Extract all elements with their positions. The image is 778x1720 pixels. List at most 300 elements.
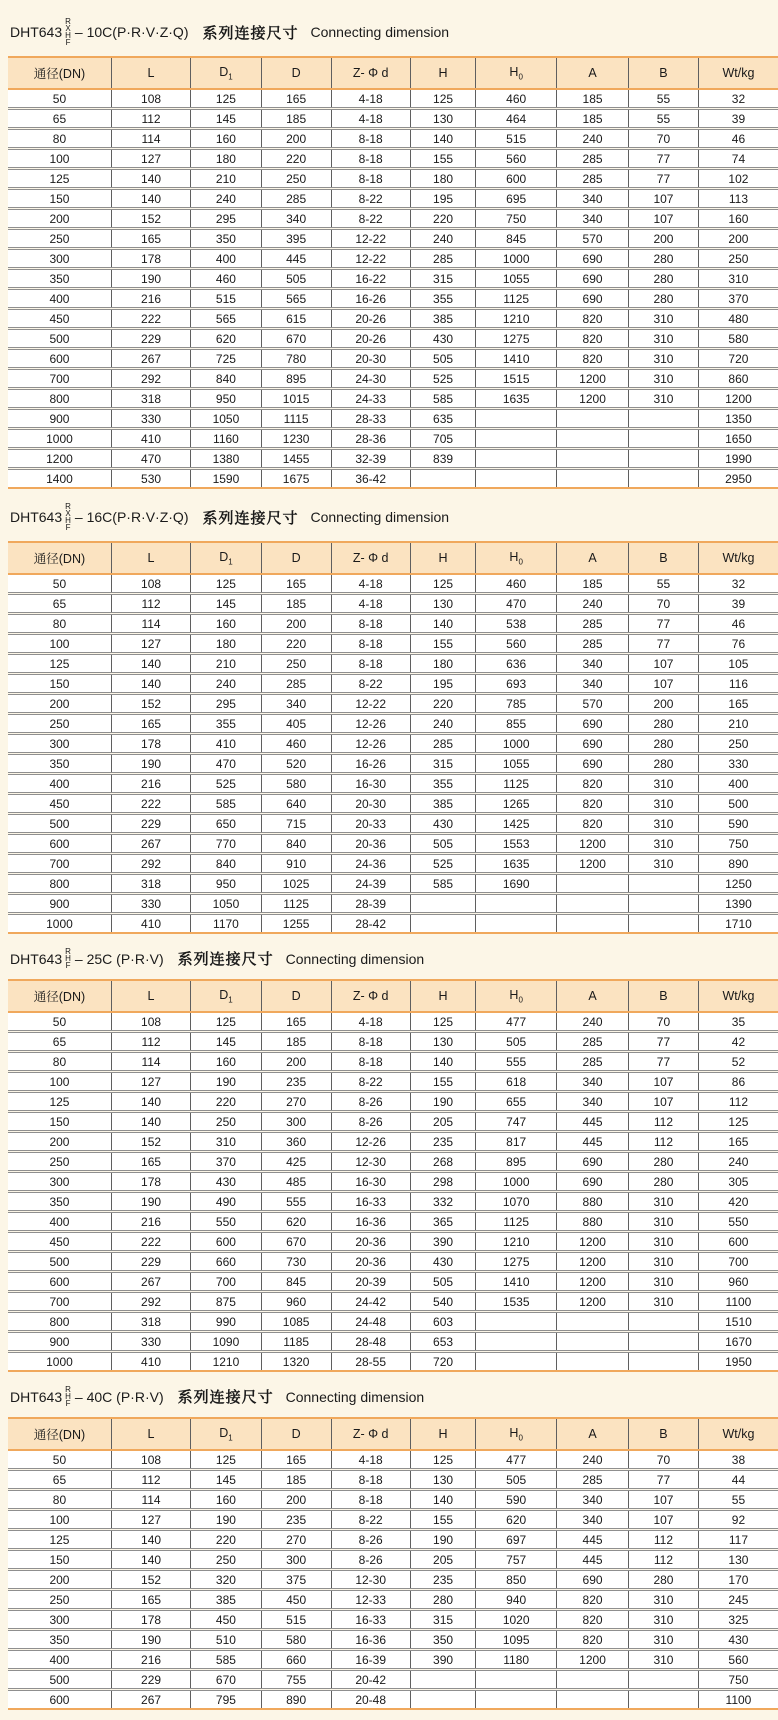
table-cell: 1510 [698, 1312, 778, 1332]
table-cell: 600 [698, 1232, 778, 1252]
table-row [8, 894, 778, 914]
table-cell: 635 [410, 409, 476, 429]
table-cell: 195 [410, 189, 476, 209]
table-cell: 895 [476, 1152, 557, 1172]
table-cell: 490 [191, 1192, 262, 1212]
table-cell: 216 [111, 774, 190, 794]
table-cell: 450 [8, 794, 111, 814]
table-cell: 470 [191, 754, 262, 774]
table-cell: 500 [8, 329, 111, 349]
table-cell: 400 [8, 1212, 111, 1232]
table-cell: 12-22 [331, 229, 410, 249]
table-cell: 1000 [8, 1352, 111, 1372]
table-cell: 125 [8, 1530, 111, 1550]
table-cell: 580 [261, 774, 331, 794]
table-cell: 855 [476, 714, 557, 734]
table-cell: 820 [557, 1590, 629, 1610]
table-cell: 220 [261, 149, 331, 169]
table-cell: 216 [111, 1650, 190, 1670]
table-cell: 1160 [191, 429, 262, 449]
table-cell: 235 [410, 1132, 476, 1152]
table-cell: 80 [8, 1052, 111, 1072]
table-cell: 990 [191, 1312, 262, 1332]
table-cell: 820 [557, 1610, 629, 1630]
table-cell: 190 [111, 1192, 190, 1212]
table-cell: 125 [191, 574, 262, 594]
table-cell: 127 [111, 1072, 190, 1092]
table-cell: 310 [629, 1272, 699, 1292]
table-cell: 107 [629, 189, 699, 209]
table-cell: 107 [629, 654, 699, 674]
table-cell: 650 [191, 814, 262, 834]
table-cell: 355 [410, 774, 476, 794]
table-cell: 112 [111, 1470, 190, 1490]
table-cell: 690 [557, 249, 629, 269]
table-cell: 310 [629, 369, 699, 389]
column-header: L [111, 1418, 190, 1450]
table-cell: 1200 [557, 389, 629, 409]
table-cell: 28-33 [331, 409, 410, 429]
table-cell: 820 [557, 814, 629, 834]
table-cell: 840 [191, 854, 262, 874]
variant-letter: R [65, 502, 71, 511]
table-cell: 8-18 [331, 614, 410, 634]
table-cell: 370 [191, 1152, 262, 1172]
table-cell: 603 [410, 1312, 476, 1332]
table-cell: 285 [261, 189, 331, 209]
table-cell: 1200 [557, 369, 629, 389]
table-cell: 280 [410, 1590, 476, 1610]
table-cell: 1125 [476, 774, 557, 794]
table-cell: 585 [191, 1650, 262, 1670]
table-cell: 240 [557, 1450, 629, 1470]
table-cell: 220 [191, 1530, 262, 1550]
table-cell: 222 [111, 1232, 190, 1252]
table-cell: 267 [111, 349, 190, 369]
table-cell: 145 [191, 594, 262, 614]
title-english: Connecting dimension [285, 950, 425, 967]
model-code: DHT643 [10, 509, 63, 525]
table-cell: 580 [261, 1630, 331, 1650]
table-cell: 292 [111, 1292, 190, 1312]
table-cell: 190 [111, 269, 190, 289]
table-cell: 112 [698, 1092, 778, 1112]
table-cell: 310 [629, 1212, 699, 1232]
table-cell: 107 [629, 1490, 699, 1510]
column-header: B [629, 57, 699, 89]
table-cell: 205 [410, 1550, 476, 1570]
table-cell: 310 [629, 349, 699, 369]
table-cell: 350 [8, 269, 111, 289]
table-cell: 300 [8, 1610, 111, 1630]
model-variant-stack [65, 18, 71, 46]
table-cell: 8-18 [331, 654, 410, 674]
table-cell: 24-48 [331, 1312, 410, 1332]
table-cell: 900 [8, 1332, 111, 1352]
table-cell: 505 [261, 269, 331, 289]
table-cell: 350 [8, 754, 111, 774]
table-cell: 875 [191, 1292, 262, 1312]
table-cell: 155 [410, 1510, 476, 1530]
variant-letter: H [65, 1392, 71, 1401]
table-cell: 590 [476, 1490, 557, 1510]
table-cell: 340 [557, 189, 629, 209]
table-cell: 20-48 [331, 1690, 410, 1710]
table-cell: 615 [261, 309, 331, 329]
table-cell [629, 409, 699, 429]
table-cell: 330 [111, 1332, 190, 1352]
table-cell: 295 [191, 694, 262, 714]
table-cell: 80 [8, 614, 111, 634]
table-cell: 1210 [476, 309, 557, 329]
table-cell: 125 [8, 654, 111, 674]
table-cell: 1275 [476, 329, 557, 349]
table-cell: 477 [476, 1012, 557, 1032]
table-cell: 720 [698, 349, 778, 369]
table-cell: 340 [261, 694, 331, 714]
table-cell: 229 [111, 329, 190, 349]
table-cell: 310 [629, 834, 699, 854]
table-cell: 200 [261, 614, 331, 634]
table-cell: 8-18 [331, 1032, 410, 1052]
table-cell: 8-22 [331, 209, 410, 229]
table-cell: 28-39 [331, 894, 410, 914]
table-cell: 1670 [698, 1332, 778, 1352]
table-cell: 820 [557, 1630, 629, 1650]
table-cell: 820 [557, 794, 629, 814]
table-cell: 102 [698, 169, 778, 189]
table-cell: 1455 [261, 449, 331, 469]
table-cell: 12-26 [331, 714, 410, 734]
table-cell: 310 [629, 309, 699, 329]
table-cell: 560 [476, 634, 557, 654]
table-cell: 330 [698, 754, 778, 774]
table-cell: 20-30 [331, 794, 410, 814]
table-cell: 800 [8, 389, 111, 409]
table-cell: 130 [410, 109, 476, 129]
table-cell: 340 [557, 674, 629, 694]
table-cell [557, 1690, 629, 1710]
table-cell: 28-55 [331, 1352, 410, 1372]
table-cell: 24-36 [331, 854, 410, 874]
table-cell: 140 [111, 654, 190, 674]
table-cell: 410 [111, 914, 190, 934]
table-row [8, 674, 778, 694]
table-row [8, 1052, 778, 1072]
table-cell: 820 [557, 349, 629, 369]
column-header: A [557, 57, 629, 89]
table-cell: 310 [629, 814, 699, 834]
table-cell: 525 [191, 774, 262, 794]
table-row [8, 834, 778, 854]
table-cell: 50 [8, 574, 111, 594]
table-cell: 420 [698, 1192, 778, 1212]
table-cell: 715 [261, 814, 331, 834]
table-cell: 1000 [476, 1172, 557, 1192]
column-header: D [261, 1418, 331, 1450]
table-cell: 1320 [261, 1352, 331, 1372]
table-row [8, 389, 778, 409]
table-cell: 340 [557, 209, 629, 229]
table-cell: 295 [191, 209, 262, 229]
table-title-40c [10, 1386, 778, 1407]
table-cell [476, 894, 557, 914]
variant-letter: F [65, 961, 71, 970]
table-cell: 116 [698, 674, 778, 694]
table-cell: 222 [111, 794, 190, 814]
variant-letter: F [65, 523, 71, 532]
table-cell: 8-22 [331, 1072, 410, 1092]
table-cell: 318 [111, 389, 190, 409]
table-cell: 1090 [191, 1332, 262, 1352]
table-cell: 35 [698, 1012, 778, 1032]
table-cell: 1200 [557, 854, 629, 874]
table-cell: 1015 [261, 389, 331, 409]
table-cell [410, 1670, 476, 1690]
table-row [8, 714, 778, 734]
table-cell: 55 [698, 1490, 778, 1510]
table-cell: 200 [261, 1052, 331, 1072]
table-cell: 125 [191, 1012, 262, 1032]
header-row [8, 542, 778, 574]
table-row [8, 914, 778, 934]
table-cell: 430 [410, 814, 476, 834]
table-cell: 125 [8, 169, 111, 189]
table-cell: 298 [410, 1172, 476, 1192]
table-cell: 113 [698, 189, 778, 209]
table-cell: 4-18 [331, 89, 410, 109]
table-cell: 42 [698, 1032, 778, 1052]
table-cell [476, 1670, 557, 1690]
table-cell: 235 [410, 1570, 476, 1590]
table-cell: 410 [191, 734, 262, 754]
table-cell: 125 [410, 89, 476, 109]
table-cell: 310 [629, 1252, 699, 1272]
table-cell: 100 [8, 1072, 111, 1092]
column-header: Wt/kg [698, 1418, 778, 1450]
table-cell: 112 [111, 594, 190, 614]
table-cell: 12-33 [331, 1590, 410, 1610]
table-cell: 16-39 [331, 1650, 410, 1670]
table-cell: 28-48 [331, 1332, 410, 1352]
table-cell: 240 [191, 674, 262, 694]
table-cell: 1050 [191, 409, 262, 429]
table-row [8, 634, 778, 654]
table-row [8, 1690, 778, 1710]
table-cell: 125 [410, 1012, 476, 1032]
table-cell: 464 [476, 109, 557, 129]
table-cell: 795 [191, 1690, 262, 1710]
table-cell: 12-30 [331, 1152, 410, 1172]
table-cell: 1020 [476, 1610, 557, 1630]
table-row [8, 269, 778, 289]
table-cell [557, 409, 629, 429]
table-cell: 4-18 [331, 1012, 410, 1032]
table-cell: 50 [8, 1450, 111, 1470]
table-cell: 285 [557, 1470, 629, 1490]
table-cell: 165 [261, 574, 331, 594]
table-cell: 140 [111, 1092, 190, 1112]
table-row [8, 1332, 778, 1352]
table-cell: 165 [261, 1450, 331, 1470]
title-english: Connecting dimension [310, 509, 450, 525]
table-cell: 165 [261, 1012, 331, 1032]
table-cell: 340 [557, 654, 629, 674]
table-row [8, 794, 778, 814]
table-cell [557, 874, 629, 894]
table-cell: 430 [191, 1172, 262, 1192]
table-cell: 780 [261, 349, 331, 369]
column-header: Wt/kg [698, 542, 778, 574]
table-cell: 310 [191, 1132, 262, 1152]
table-cell: 165 [261, 89, 331, 109]
table-cell: 445 [557, 1112, 629, 1132]
table-cell: 127 [111, 149, 190, 169]
table-cell: 910 [261, 854, 331, 874]
table-cell: 280 [629, 289, 699, 309]
table-row [8, 349, 778, 369]
table-cell: 125 [191, 89, 262, 109]
table-cell: 250 [261, 169, 331, 189]
table-cell: 950 [191, 389, 262, 409]
table-cell: 32 [698, 574, 778, 594]
table-cell: 65 [8, 594, 111, 614]
table-row [8, 329, 778, 349]
table-cell: 318 [111, 1312, 190, 1332]
table-cell: 108 [111, 1012, 190, 1032]
table-row [8, 734, 778, 754]
table-cell: 525 [410, 854, 476, 874]
table-cell: 750 [698, 834, 778, 854]
table-cell: 4-18 [331, 594, 410, 614]
table-row [8, 89, 778, 109]
table-cell: 229 [111, 814, 190, 834]
table-cell: 690 [557, 1570, 629, 1590]
table-cell: 430 [410, 1252, 476, 1272]
table-cell: 44 [698, 1470, 778, 1490]
table-cell: 240 [557, 129, 629, 149]
pressure-class: – 10C(P·R·V·Z·Q) [74, 24, 189, 40]
table-cell: 32-39 [331, 449, 410, 469]
table-cell: 200 [8, 694, 111, 714]
table-cell: 400 [8, 1650, 111, 1670]
table-cell [629, 1690, 699, 1710]
table-cell: 250 [261, 654, 331, 674]
table-cell: 130 [410, 594, 476, 614]
table-row [8, 1232, 778, 1252]
table-cell [629, 1312, 699, 1332]
table-cell: 1200 [557, 1650, 629, 1670]
table-cell: 185 [261, 1470, 331, 1490]
table-cell: 1350 [698, 409, 778, 429]
table-cell: 1275 [476, 1252, 557, 1272]
table-cell: 108 [111, 574, 190, 594]
table-cell: 8-26 [331, 1112, 410, 1132]
table-cell: 185 [557, 89, 629, 109]
table-cell: 460 [261, 734, 331, 754]
table-title-10c [10, 18, 778, 46]
table-cell: 165 [111, 229, 190, 249]
table-cell: 155 [410, 149, 476, 169]
table-cell: 77 [629, 634, 699, 654]
table-cell: 700 [191, 1272, 262, 1292]
table-cell: 1553 [476, 834, 557, 854]
table-cell: 590 [698, 814, 778, 834]
table-cell: 1185 [261, 1332, 331, 1352]
table-cell: 445 [261, 249, 331, 269]
table-title-16c [10, 503, 778, 531]
table-cell: 800 [8, 1312, 111, 1332]
table-cell: 100 [8, 1510, 111, 1530]
table-cell: 77 [629, 614, 699, 634]
table-cell: 267 [111, 1272, 190, 1292]
table-cell: 170 [698, 1570, 778, 1590]
table-cell: 315 [410, 269, 476, 289]
table-cell: 190 [410, 1530, 476, 1550]
table-row [8, 1032, 778, 1052]
table-cell: 190 [111, 754, 190, 774]
table-cell: 117 [698, 1530, 778, 1550]
table-cell: 700 [698, 1252, 778, 1272]
table-cell: 340 [557, 1510, 629, 1530]
table-cell: 125 [410, 574, 476, 594]
table-cell: 690 [557, 1172, 629, 1192]
column-header: A [557, 1418, 629, 1450]
table-cell: 250 [8, 229, 111, 249]
column-header: L [111, 57, 190, 89]
table-cell: 125 [698, 1112, 778, 1132]
table-cell: 1200 [557, 834, 629, 854]
table-cell: 52 [698, 1052, 778, 1072]
table-cell: 180 [410, 169, 476, 189]
table-cell: 16-26 [331, 289, 410, 309]
table-row [8, 854, 778, 874]
table-cell: 127 [111, 1510, 190, 1530]
table-cell: 16-30 [331, 774, 410, 794]
table-cell: 700 [8, 1292, 111, 1312]
table-row [8, 574, 778, 594]
table-cell: 107 [629, 1510, 699, 1530]
table-cell [557, 1312, 629, 1332]
table-cell: 1675 [261, 469, 331, 489]
table-cell: 77 [629, 149, 699, 169]
table-cell: 16-33 [331, 1192, 410, 1212]
table-cell: 8-18 [331, 1490, 410, 1510]
table-cell: 1200 [557, 1252, 629, 1272]
table-cell: 900 [8, 409, 111, 429]
table-cell: 145 [191, 1032, 262, 1052]
table-cell: 300 [8, 1172, 111, 1192]
table-cell: 690 [557, 714, 629, 734]
table-cell: 890 [698, 854, 778, 874]
table-cell [476, 1352, 557, 1372]
table-cell: 310 [629, 794, 699, 814]
column-header: $H_0$ [476, 542, 557, 574]
table-cell: 235 [261, 1072, 331, 1092]
table-cell: 20-42 [331, 1670, 410, 1690]
table-cell: 1250 [698, 874, 778, 894]
column-header: B [629, 1418, 699, 1450]
column-header: $H_0$ [476, 57, 557, 89]
table-cell: 1200 [698, 389, 778, 409]
variant-letter: X [65, 509, 71, 518]
table-cell: 430 [698, 1630, 778, 1650]
table-cell: 280 [629, 754, 699, 774]
table-cell: 570 [557, 694, 629, 714]
table-cell: 515 [191, 289, 262, 309]
table-cell: 690 [557, 1152, 629, 1172]
column-header: Z- Φ d [331, 57, 410, 89]
